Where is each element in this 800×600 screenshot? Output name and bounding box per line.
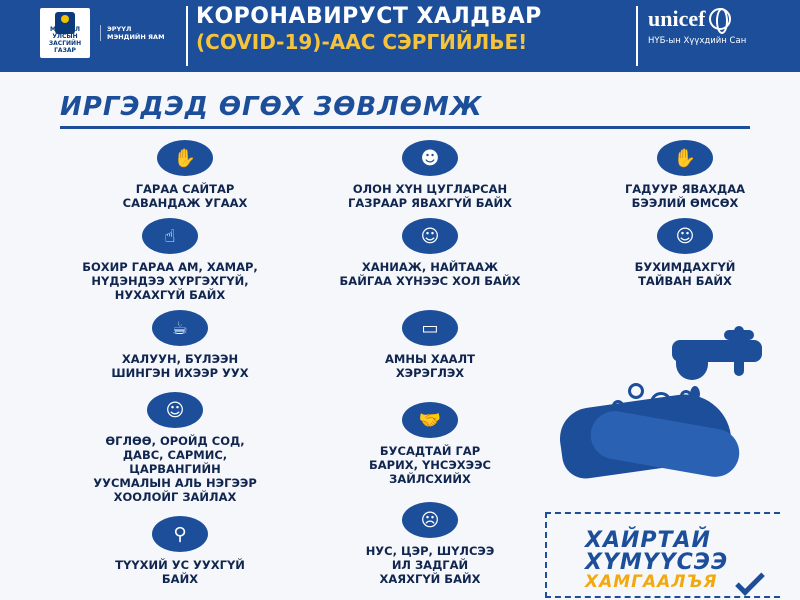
tip-stay-calm bbox=[590, 218, 780, 288]
care-line-2: ХҮМҮҮСЭЭ bbox=[585, 550, 729, 575]
tip-label: АМНЫ ХААЛТ ХЭРЭГЛЭХ bbox=[385, 352, 475, 380]
gargle-icon: ☺ bbox=[147, 392, 203, 428]
sneeze-icon: ☺ bbox=[402, 218, 458, 254]
pointing-hand-icon: ☝ bbox=[142, 218, 198, 254]
care-line-3: ХАМГААЛЪЯ bbox=[585, 572, 718, 592]
tip-label: ХАНИАЖ, НАЙТААЖ БАЙГАА ХҮНЭЭС ХОЛ БАЙХ bbox=[339, 260, 521, 288]
mask-icon: ▭ bbox=[402, 310, 458, 346]
unicef-name: unicef bbox=[648, 6, 706, 31]
handshake-icon: 🤝 bbox=[402, 402, 458, 438]
unicef-subtitle: НҮБ-ын Хүүхдийн Сан bbox=[648, 36, 747, 46]
unicef-logo bbox=[648, 6, 746, 46]
emblem-text: МОНГОЛ УЛСЫН ЗАСГИЙН ГАЗАР bbox=[48, 26, 82, 54]
ministry-block bbox=[40, 8, 172, 58]
tip-label: ХАЛУУН, БҮЛЭЭН ШИНГЭН ИХЭЭР УУХ bbox=[111, 352, 249, 380]
tip-label: ТҮҮХИЙ УС УУХГҮЙ БАЙХ bbox=[115, 558, 245, 586]
gloves-icon: ✋ bbox=[657, 140, 713, 176]
tip-label: ОЛОН ХҮН ЦУГЛАРСАН ГАЗРААР ЯВАХГҮЙ БАЙХ bbox=[348, 182, 512, 210]
tip-label: ГАДУУР ЯВАХДАА БЭЭЛИЙ ӨМСӨХ bbox=[624, 182, 746, 210]
globe-icon bbox=[709, 8, 731, 30]
faucet-handle-bar-icon bbox=[724, 330, 754, 340]
header-title-line-1: КОРОНАВИРУСТ ХАЛДВАР bbox=[196, 4, 542, 29]
tap-water-icon: ⚲ bbox=[152, 516, 208, 552]
faucet-spout-icon bbox=[676, 350, 708, 380]
section-divider bbox=[60, 126, 750, 129]
ministry-line-2: МЭНДИЙН ЯАМ bbox=[107, 33, 165, 41]
tip-label: БОХИР ГАРАА АМ, ХАМАР, НҮДЭНДЭЭ ХҮРГЭХГҮЙ, НУХАХГҮЙ БАЙХ bbox=[82, 260, 258, 302]
header-divider-right bbox=[636, 6, 638, 66]
government-emblem-icon bbox=[40, 8, 90, 58]
cough-icon: ☹ bbox=[402, 502, 458, 538]
ministry-name bbox=[100, 25, 172, 41]
tip-gargle bbox=[60, 392, 290, 504]
tip-no-spitting bbox=[330, 502, 530, 586]
tip-wear-gloves bbox=[590, 140, 780, 210]
header-title-line-2: (COVID-19)-ААС СЭРГИЙЛЬЕ! bbox=[196, 30, 528, 54]
tip-keep-distance bbox=[320, 218, 540, 288]
tip-dont-touch-face bbox=[55, 218, 285, 302]
hand-washing-icon: ✋ bbox=[157, 140, 213, 176]
tip-label: БУСАДТАЙ ГАР БАРИХ, ҮНСЭХЭЭС ЗАЙЛСХИЙХ bbox=[369, 444, 491, 486]
header-banner bbox=[0, 0, 800, 72]
section-title: ИРГЭДЭД ӨГӨХ ЗӨВЛӨМЖ bbox=[60, 92, 483, 122]
tip-wear-mask bbox=[330, 310, 530, 380]
crowd-icon: ☻ bbox=[402, 140, 458, 176]
tip-wash-hands bbox=[95, 140, 275, 210]
smile-icon: ☺ bbox=[657, 218, 713, 254]
soap-bubble-icon bbox=[628, 383, 644, 399]
tip-label: НУС, ЦЭР, ШҮЛСЭЭ ИЛ ЗАДГАЙ ХАЯХГҮЙ БАЙХ bbox=[365, 544, 495, 586]
tip-no-raw-water bbox=[85, 516, 275, 586]
tip-label: БУХИМДАХГҮЙ ТАЙВАН БАЙХ bbox=[634, 260, 736, 288]
tip-label: ГАРАА САЙТАР САВАНДАЖ УГААХ bbox=[122, 182, 248, 210]
ministry-line-1: ЭРҮҮЛ bbox=[107, 25, 132, 33]
tip-label: ӨГЛӨӨ, ОРОЙД СОД, ДАВС, САРМИС, ЦАРВАНГИЙН УУСМАЛЫН АЛЬ НЭГЭЭР ХООЛОЙГ ЗАЙЛАХ bbox=[93, 434, 257, 504]
care-line-1: ХАЙРТАЙ bbox=[585, 528, 711, 553]
drinking-icon: ☕ bbox=[152, 310, 208, 346]
tip-no-handshake bbox=[330, 402, 530, 486]
tip-drink-warm bbox=[85, 310, 275, 380]
header-divider-left bbox=[186, 6, 188, 66]
tip-avoid-crowds bbox=[320, 140, 540, 210]
